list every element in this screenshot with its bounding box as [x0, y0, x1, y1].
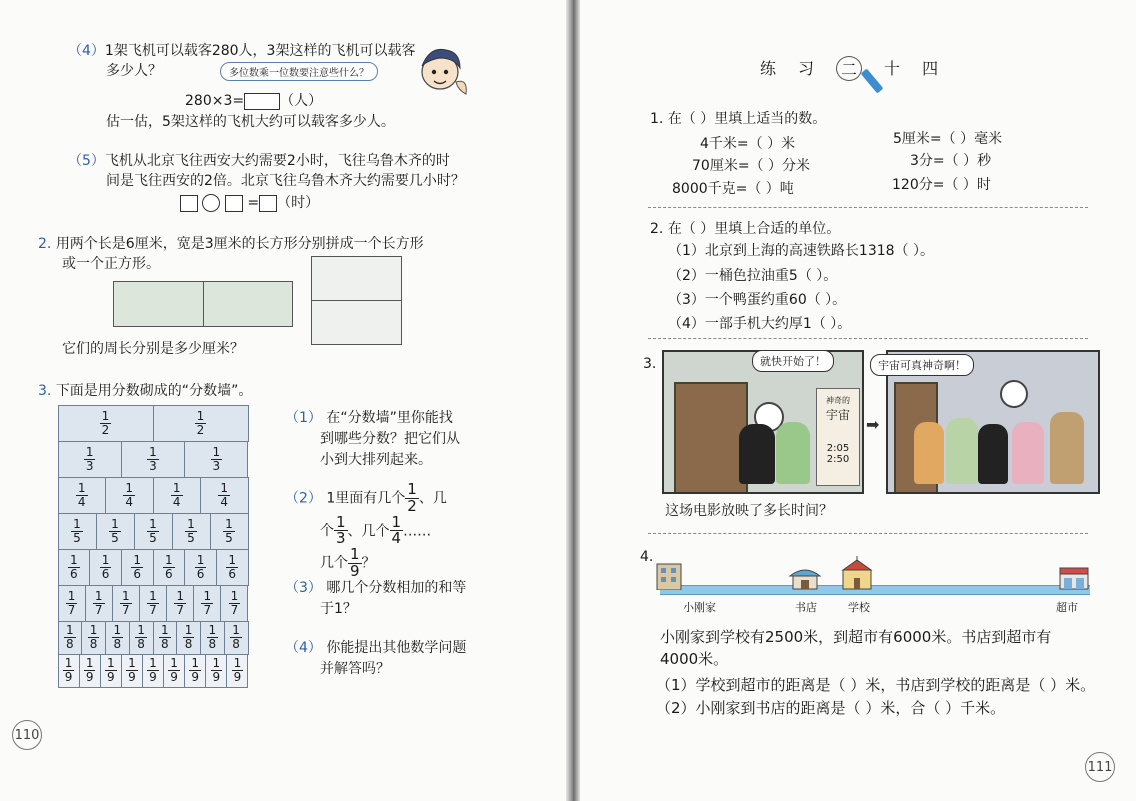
fraction-brick — [153, 621, 178, 655]
child-icon — [946, 418, 978, 484]
fraction-label: $\frac{1}{6}$ — [101, 552, 110, 581]
fraction-brick — [129, 621, 154, 655]
fraction-brick — [220, 585, 248, 622]
fraction-wall-row — [58, 405, 248, 441]
fraction-label: $\frac{1}{7}$ — [149, 588, 157, 617]
fraction-wall-row — [58, 477, 248, 513]
e3-question: 这场电影放映了多长时间？ — [665, 503, 833, 519]
fraction-label: $\frac{1}{4}$ — [220, 480, 229, 509]
fraction-label: $\frac{1}{9}$ — [85, 656, 94, 684]
fraction-brick — [200, 477, 249, 514]
fraction-label: $\frac{1}{4}$ — [125, 480, 134, 509]
fraction-brick — [85, 585, 113, 622]
e2-item: （2）一桶色拉油重5（ ）。 — [668, 268, 838, 284]
fraction-brick — [200, 621, 225, 655]
q5-label: （5） — [68, 153, 105, 169]
fraction-label: $\frac{1}{8}$ — [89, 623, 98, 651]
square-shape — [311, 256, 402, 345]
fraction-brick — [226, 654, 248, 688]
fraction-brick — [153, 477, 202, 514]
fraction-brick — [121, 654, 143, 688]
result-box[interactable] — [259, 195, 277, 212]
divider — [648, 338, 1088, 339]
fraction-label: $\frac{1}{4}$ — [172, 480, 181, 509]
e3-number: 3. — [643, 356, 657, 372]
fraction-brick — [210, 513, 249, 550]
e1-item: 5厘米=（ ）毫米 — [893, 131, 1003, 147]
fraction-brick — [134, 513, 173, 550]
e1-item: 70厘米=（ ）分米 — [692, 158, 810, 174]
fraction-label: $\frac{1}{6}$ — [228, 552, 237, 581]
e4-line1: 小刚家到学校有2500米，到超市有6000米。书店到超市有 — [660, 628, 1052, 646]
fraction-label: $\frac{1}{8}$ — [184, 623, 193, 651]
fraction-brick — [58, 654, 80, 688]
fraction-brick — [100, 654, 122, 688]
e4-sub1: （1）学校到超市的距离是（ ）米，书店到学校的距离是（ ）米。 — [656, 676, 1096, 694]
fraction-label: $\frac{1}{7}$ — [203, 588, 212, 617]
q5-equation: = （时） — [180, 192, 319, 212]
e2-item: （4）一部手机大约厚1（ ）。 — [668, 316, 852, 332]
q4-line1: （4）1架飞机可以载客280人，3架这样的飞机可以载客 — [68, 43, 416, 59]
operator-circle[interactable] — [202, 194, 220, 212]
fraction-label: $\frac{1}{7}$ — [67, 588, 76, 617]
page-number-right: 111 — [1085, 752, 1115, 782]
fraction-label: $\frac{1}{8}$ — [208, 623, 217, 651]
page-number-left: 110 — [12, 720, 42, 750]
fraction-wall-row — [58, 621, 248, 654]
e1-item: 3分=（ ）秒 — [910, 153, 992, 169]
stop-label-school: 学校 — [848, 601, 870, 614]
divider — [648, 533, 1088, 534]
fraction-label: $\frac{1}{9}$ — [191, 656, 200, 684]
fraction-label: $\frac{1}{9}$ — [106, 656, 115, 684]
fraction-label: $\frac{1}{7}$ — [94, 588, 103, 617]
fraction-brick — [205, 654, 227, 688]
exercise-title: 练 习 二 十 四 — [760, 56, 938, 81]
fraction-brick — [184, 654, 206, 688]
fraction-brick — [142, 654, 164, 688]
fraction-label: $\frac{1}{9}$ — [64, 656, 73, 684]
child-icon — [776, 422, 810, 484]
answer-box[interactable] — [244, 93, 280, 110]
q4-label: （4） — [68, 43, 105, 59]
fraction-label: $\frac{1}{5}$ — [225, 516, 233, 545]
e2-item: （1）北京到上海的高速铁路长1318（ ）。 — [668, 243, 934, 259]
fraction-brick — [105, 477, 154, 514]
fraction-brick — [96, 513, 135, 550]
arrow-right-icon: ➡ — [866, 415, 880, 434]
p3-sub1: （1） 在“分数墙”里你能找 到哪些分数？把它们从 小到大排列起来。 — [285, 410, 460, 468]
e4-number: 4. — [640, 549, 654, 565]
fraction-label: $\frac{1}{9}$ — [149, 656, 157, 684]
fraction-wall-row — [58, 654, 248, 687]
fraction-label: $\frac{1}{7}$ — [230, 588, 239, 617]
fraction-brick — [121, 549, 154, 586]
q4-line2: 多少人？ — [106, 63, 162, 79]
fraction-brick — [193, 585, 221, 622]
e1-item: 4千米=（ ）米 — [700, 136, 796, 152]
fraction-brick — [89, 549, 122, 586]
fraction-brick — [105, 621, 130, 655]
fraction-brick — [153, 405, 249, 442]
p3-title: 3. 下面是用分数砌成的“分数墙”。 — [38, 383, 253, 399]
child-icon — [1012, 422, 1044, 484]
q4-equation: 280×3= （人） — [185, 93, 323, 109]
fraction-label: $\frac{1}{8}$ — [137, 623, 145, 651]
fraction-brick — [58, 441, 122, 478]
p3-sub3: （3） 哪几个分数相加的和等 于1？ — [285, 580, 467, 617]
fraction-label: $\frac{1}{8}$ — [113, 623, 122, 651]
fraction-label: $\frac{1}{9}$ — [170, 656, 178, 684]
fraction-label: $\frac{1}{2}$ — [196, 408, 205, 437]
fraction-label: $\frac{1}{6}$ — [70, 552, 78, 581]
hint-bubble: 多位数乘一位数要注意些什么？ — [220, 62, 378, 81]
fraction-label: $\frac{1}{8}$ — [66, 623, 74, 651]
child-icon — [1050, 412, 1084, 484]
q4-estimate: 估一估，5架这样的飞机大约可以载客多少人。 — [106, 114, 395, 130]
fraction-brick — [224, 621, 249, 655]
fraction-label: $\frac{1}{9}$ — [212, 656, 221, 684]
q5-line1: （5）飞机从北京飞往西安大约需要2小时，飞往乌鲁木齐的时 — [68, 153, 450, 169]
fraction-brick — [58, 477, 107, 514]
building-home-icon — [655, 560, 683, 590]
bookstore-icon — [788, 564, 822, 590]
fraction-brick — [153, 549, 186, 586]
fraction-brick — [166, 585, 194, 622]
fraction-wall-row — [58, 549, 248, 585]
fraction-brick — [176, 621, 201, 655]
e2-instruction: 2. 在（ ）里填上合适的单位。 — [650, 221, 841, 237]
speech-bubble-wonder: 宇宙可真神奇啊！ — [870, 354, 974, 376]
e2-item: （3）一个鸭蛋约重60（ ）。 — [668, 292, 847, 308]
p2-question: 它们的周长分别是多少厘米？ — [62, 341, 244, 357]
fraction-brick — [184, 549, 217, 586]
fraction-wall — [58, 405, 248, 687]
road-line — [660, 585, 1090, 595]
stop-label-bookstore: 书店 — [795, 601, 817, 614]
e4-line2: 4000米。 — [660, 650, 729, 668]
fraction-brick — [58, 549, 91, 586]
fraction-label: $\frac{1}{5}$ — [149, 516, 157, 545]
q5-line2: 间是飞往西安的2倍。北京飞往乌鲁木齐大约需要几小时？ — [106, 173, 465, 189]
e1-instruction: 1. 在（ ）里填上适当的数。 — [650, 111, 827, 127]
fraction-label: $\frac{1}{6}$ — [133, 552, 141, 581]
fraction-label: $\frac{1}{6}$ — [165, 552, 173, 581]
fraction-brick — [172, 513, 211, 550]
fraction-label: $\frac{1}{3}$ — [149, 444, 157, 473]
fraction-wall-row — [58, 513, 248, 549]
fraction-brick — [58, 585, 86, 622]
fraction-brick — [121, 441, 185, 478]
e4-sub2: （2）小刚家到书店的距离是（ ）米，合（ ）千米。 — [656, 699, 1006, 717]
e1-item: 120分=（ ）时 — [892, 177, 991, 193]
fraction-brick — [58, 405, 154, 442]
fraction-label: $\frac{1}{9}$ — [233, 656, 242, 684]
supermarket-icon — [1058, 562, 1090, 590]
fraction-label: $\frac{1}{5}$ — [187, 516, 195, 545]
fraction-wall-row — [58, 585, 248, 621]
fraction-brick — [79, 654, 101, 688]
child-icon — [914, 422, 944, 484]
stop-label-supermarket: 超市 — [1056, 601, 1078, 614]
book-spine — [566, 0, 580, 801]
fraction-brick — [184, 441, 248, 478]
p2-line2: 或一个正方形。 — [62, 256, 160, 272]
movie-poster: 神奇的 宇宙 2:05 2:50 — [816, 388, 860, 486]
panda-child-icon — [739, 424, 775, 484]
fraction-label: $\frac{1}{4}$ — [77, 480, 86, 509]
panda-child-icon — [978, 424, 1008, 484]
operand-box[interactable] — [180, 195, 198, 212]
fraction-label: $\frac{1}{3}$ — [212, 444, 221, 473]
door-icon — [674, 382, 748, 494]
divider — [648, 207, 1088, 208]
cartoon-boy-icon — [410, 38, 472, 104]
fraction-brick — [58, 513, 97, 550]
fraction-brick — [163, 654, 185, 688]
fraction-brick — [216, 549, 249, 586]
fraction-label: $\frac{1}{6}$ — [196, 552, 205, 581]
p3-sub2: （2） 1里面有几个 $\frac{1}{2}$ 、几 个 $\frac{1}{3}$ 、几个 $\frac{1}{4}$ …… 几个 $\frac{1}{9}$ ？ — [285, 480, 447, 580]
fraction-label: $\frac{1}{7}$ — [122, 588, 130, 617]
e1-item: 8000千克=（ ）吨 — [672, 181, 794, 197]
fraction-label: $\frac{1}{8}$ — [232, 623, 240, 651]
long-rectangle — [113, 281, 293, 327]
fraction-brick — [112, 585, 140, 622]
fraction-label: $\frac{1}{9}$ — [128, 656, 136, 684]
school-icon — [840, 556, 874, 590]
speech-bubble-start: 就快开始了！ — [752, 350, 834, 372]
fraction-label: $\frac{1}{3}$ — [85, 444, 94, 473]
fraction-label: $\frac{1}{7}$ — [176, 588, 184, 617]
fraction-wall-row — [58, 441, 248, 477]
fraction-label: $\frac{1}{8}$ — [161, 623, 169, 651]
fraction-brick — [81, 621, 106, 655]
clock-icon — [1000, 380, 1028, 408]
p2-line1: 2. 用两个长是6厘米，宽是3厘米的长方形分别拼成一个长方形 — [38, 236, 424, 252]
fraction-brick — [58, 621, 83, 655]
operand-box[interactable] — [225, 195, 243, 212]
fraction-label: $\frac{1}{5}$ — [73, 516, 81, 545]
p3-sub4: （4） 你能提出其他数学问题 并解答吗？ — [285, 640, 467, 677]
stop-label-home: 小刚家 — [683, 601, 716, 614]
fraction-label: $\frac{1}{5}$ — [111, 516, 119, 545]
fraction-brick — [139, 585, 167, 622]
fraction-label: $\frac{1}{2}$ — [101, 408, 110, 437]
